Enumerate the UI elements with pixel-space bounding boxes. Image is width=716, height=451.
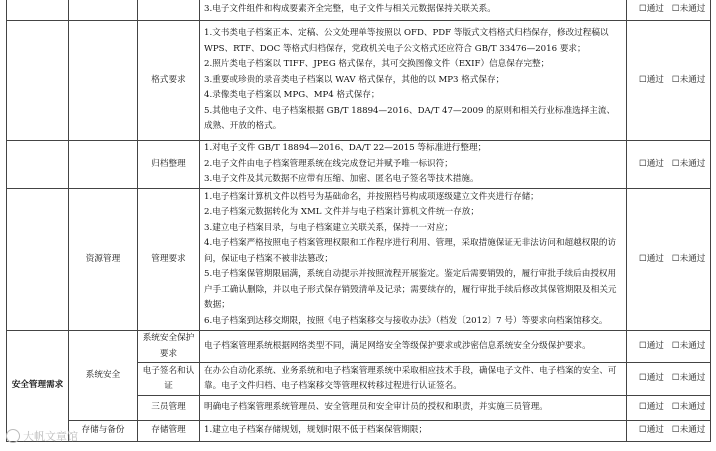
pass-checkbox[interactable]: ☐通过 [639,373,664,384]
table-row [7,0,711,21]
table-row [7,141,711,189]
watermark-text: 大帆文章馆 [23,430,78,443]
content-line: 3.电子文件组件和构成要素齐全完整，电子文件与相关元数据保持关联关系。 [204,4,496,15]
check-cell [627,331,711,363]
fail-checkbox[interactable]: ☐未通过 [671,340,706,351]
watermark [6,428,78,444]
content-line: 1.电子档案计算机文件以档号为基础命名，并按照档号构成项逐级建立文件夹进行存储； [204,191,539,202]
content-line: 1.对电子文件 GB/T 18894—2016、DA/T 22—2015 等标准进行整理； [204,143,487,154]
pass-checkbox[interactable]: ☐通过 [639,74,664,85]
fail-checkbox[interactable]: ☐未通过 [671,74,706,85]
content-line: 5.电子档案保管期限届满，系统自动提示并按照流程开展鉴定。鉴定后需要销毁的，履行审批手续后由授权用户手工确认删除，并以电子形式保存销毁清单及记录；需要续存的，履行审批手续后修改其保管期限及相关元数据； [204,269,617,311]
fail-checkbox[interactable]: ☐未通过 [671,253,706,264]
pass-checkbox[interactable]: ☐通过 [639,402,664,413]
group-cell [69,0,138,21]
content-line: 1.建立电子档案存储规划，规划时限不低于档案保管期限； [204,425,428,436]
group-cell [69,21,138,141]
content-cell [200,141,627,189]
content-line: 3.建立电子档案目录，与电子档案建立关联关系，保持一一对应； [204,222,453,233]
content-line: 3.重要或珍贵的录音类电子档案以 WAV 格式保存，其他的以 MP3 格式保存； [204,74,505,85]
content-line: 明确电子档案管理系统管理员、安全管理员和安全审计员的授权和职责，并实施三员管理。 [204,402,548,413]
check-cell [627,21,711,141]
section-cell [7,21,69,141]
section-cell [7,0,69,21]
item-cell: 系统安全保护要求 [138,331,200,363]
content-line: 在办公自动化系统、业务系统和电子档案管理系统中采取相应技术手段，确保电子文件、电子档案的安全、可靠。电子文件归档、电子档案移交等管理权转移过程进行认证签名。 [204,365,617,391]
content-line: 3.电子文件及其元数据不应带有压缩、加密、匿名电子签名等技术措施。 [204,174,479,185]
pass-checkbox[interactable]: ☐通过 [639,425,664,436]
check-cell [627,396,711,421]
pass-checkbox[interactable]: ☐通过 [639,158,664,169]
fail-checkbox[interactable]: ☐未通过 [671,373,706,384]
content-cell [200,363,627,396]
content-line: 电子档案管理系统根据网络类型不同，满足网络安全等级保护要求或涉密信息系统安全分级保护要求。 [204,340,591,351]
fail-checkbox[interactable]: ☐未通过 [671,402,706,413]
item-cell [138,0,200,21]
pass-checkbox[interactable]: ☐通过 [639,340,664,351]
group-cell: 资源管理 [69,189,138,331]
group-cell: 存储与备份 [69,421,138,442]
content-cell [200,421,627,442]
content-line: 4.电子档案严格按照电子档案管理权限和工作程序进行利用、管理，采取措施保证无非法访问和超越权限的访问，保证电子档案不被非法篡改； [204,238,617,264]
fail-checkbox[interactable]: ☐未通过 [671,158,706,169]
fail-checkbox[interactable]: ☐未通过 [671,4,706,15]
content-line: 5.其他电子文件、电子档案根据 GB/T 18894—2016、DA/T 47—2009 的原则和相关行业标准选择主流、成熟、开放的格式。 [204,105,616,132]
content-line: 2.电子文件由电子档案管理系统在线完成登记并赋予唯一标识符； [204,158,453,169]
check-cell [627,189,711,331]
item-cell: 三员管理 [138,396,200,421]
group-cell: 系统安全 [69,331,138,421]
content-line: 1.文书类电子档案正本、定稿、公文处理单等按照以 OFD、PDF 等版式文档格式归档保存，修改过程稿以 WPS、RTF、DOC 等格式归档保存，党政机关电子公文格式还应符合 GB/T 33476—2016 要求； [204,28,609,54]
content-cell [200,331,627,363]
item-cell: 归档整理 [138,141,200,189]
section-cell [7,141,69,189]
table-row [7,21,711,141]
content-line: 4.录像类电子档案以 MPG、MP4 格式保存； [204,90,380,101]
table-row [7,189,711,331]
section-cell [7,189,69,331]
group-cell [69,141,138,189]
check-cell [627,141,711,189]
item-cell: 存储管理 [138,421,200,442]
item-cell: 管理要求 [138,189,200,331]
content-cell [200,396,627,421]
item-cell: 格式要求 [138,21,200,141]
pass-checkbox[interactable]: ☐通过 [639,4,664,15]
content-cell [200,21,627,141]
table-row [7,331,711,363]
content-cell [200,189,627,331]
pass-checkbox[interactable]: ☐通过 [639,253,664,264]
content-line: 2.电子档案元数据转化为 XML 文件并与电子档案计算机文件统一存放； [204,207,479,218]
check-cell [627,0,711,21]
content-cell [200,0,627,21]
table-row [7,421,711,442]
fail-checkbox[interactable]: ☐未通过 [671,425,706,436]
requirements-table [6,0,711,442]
check-cell [627,421,711,442]
check-cell [627,363,711,396]
watermark-logo-icon [6,429,20,443]
section-cell: 安全管理需求 [7,331,69,442]
content-line: 2.照片类电子档案以 TIFF、JPEG 格式保存，其可交换图像文件（EXIF）信息保存完整； [204,59,550,70]
item-cell: 电子签名和认证 [138,363,200,396]
content-line: 6.电子档案到达移交期限，按照《电子档案移交与接收办法》（档发〔2012〕7 号）等要求向档案馆移交。 [204,315,608,326]
